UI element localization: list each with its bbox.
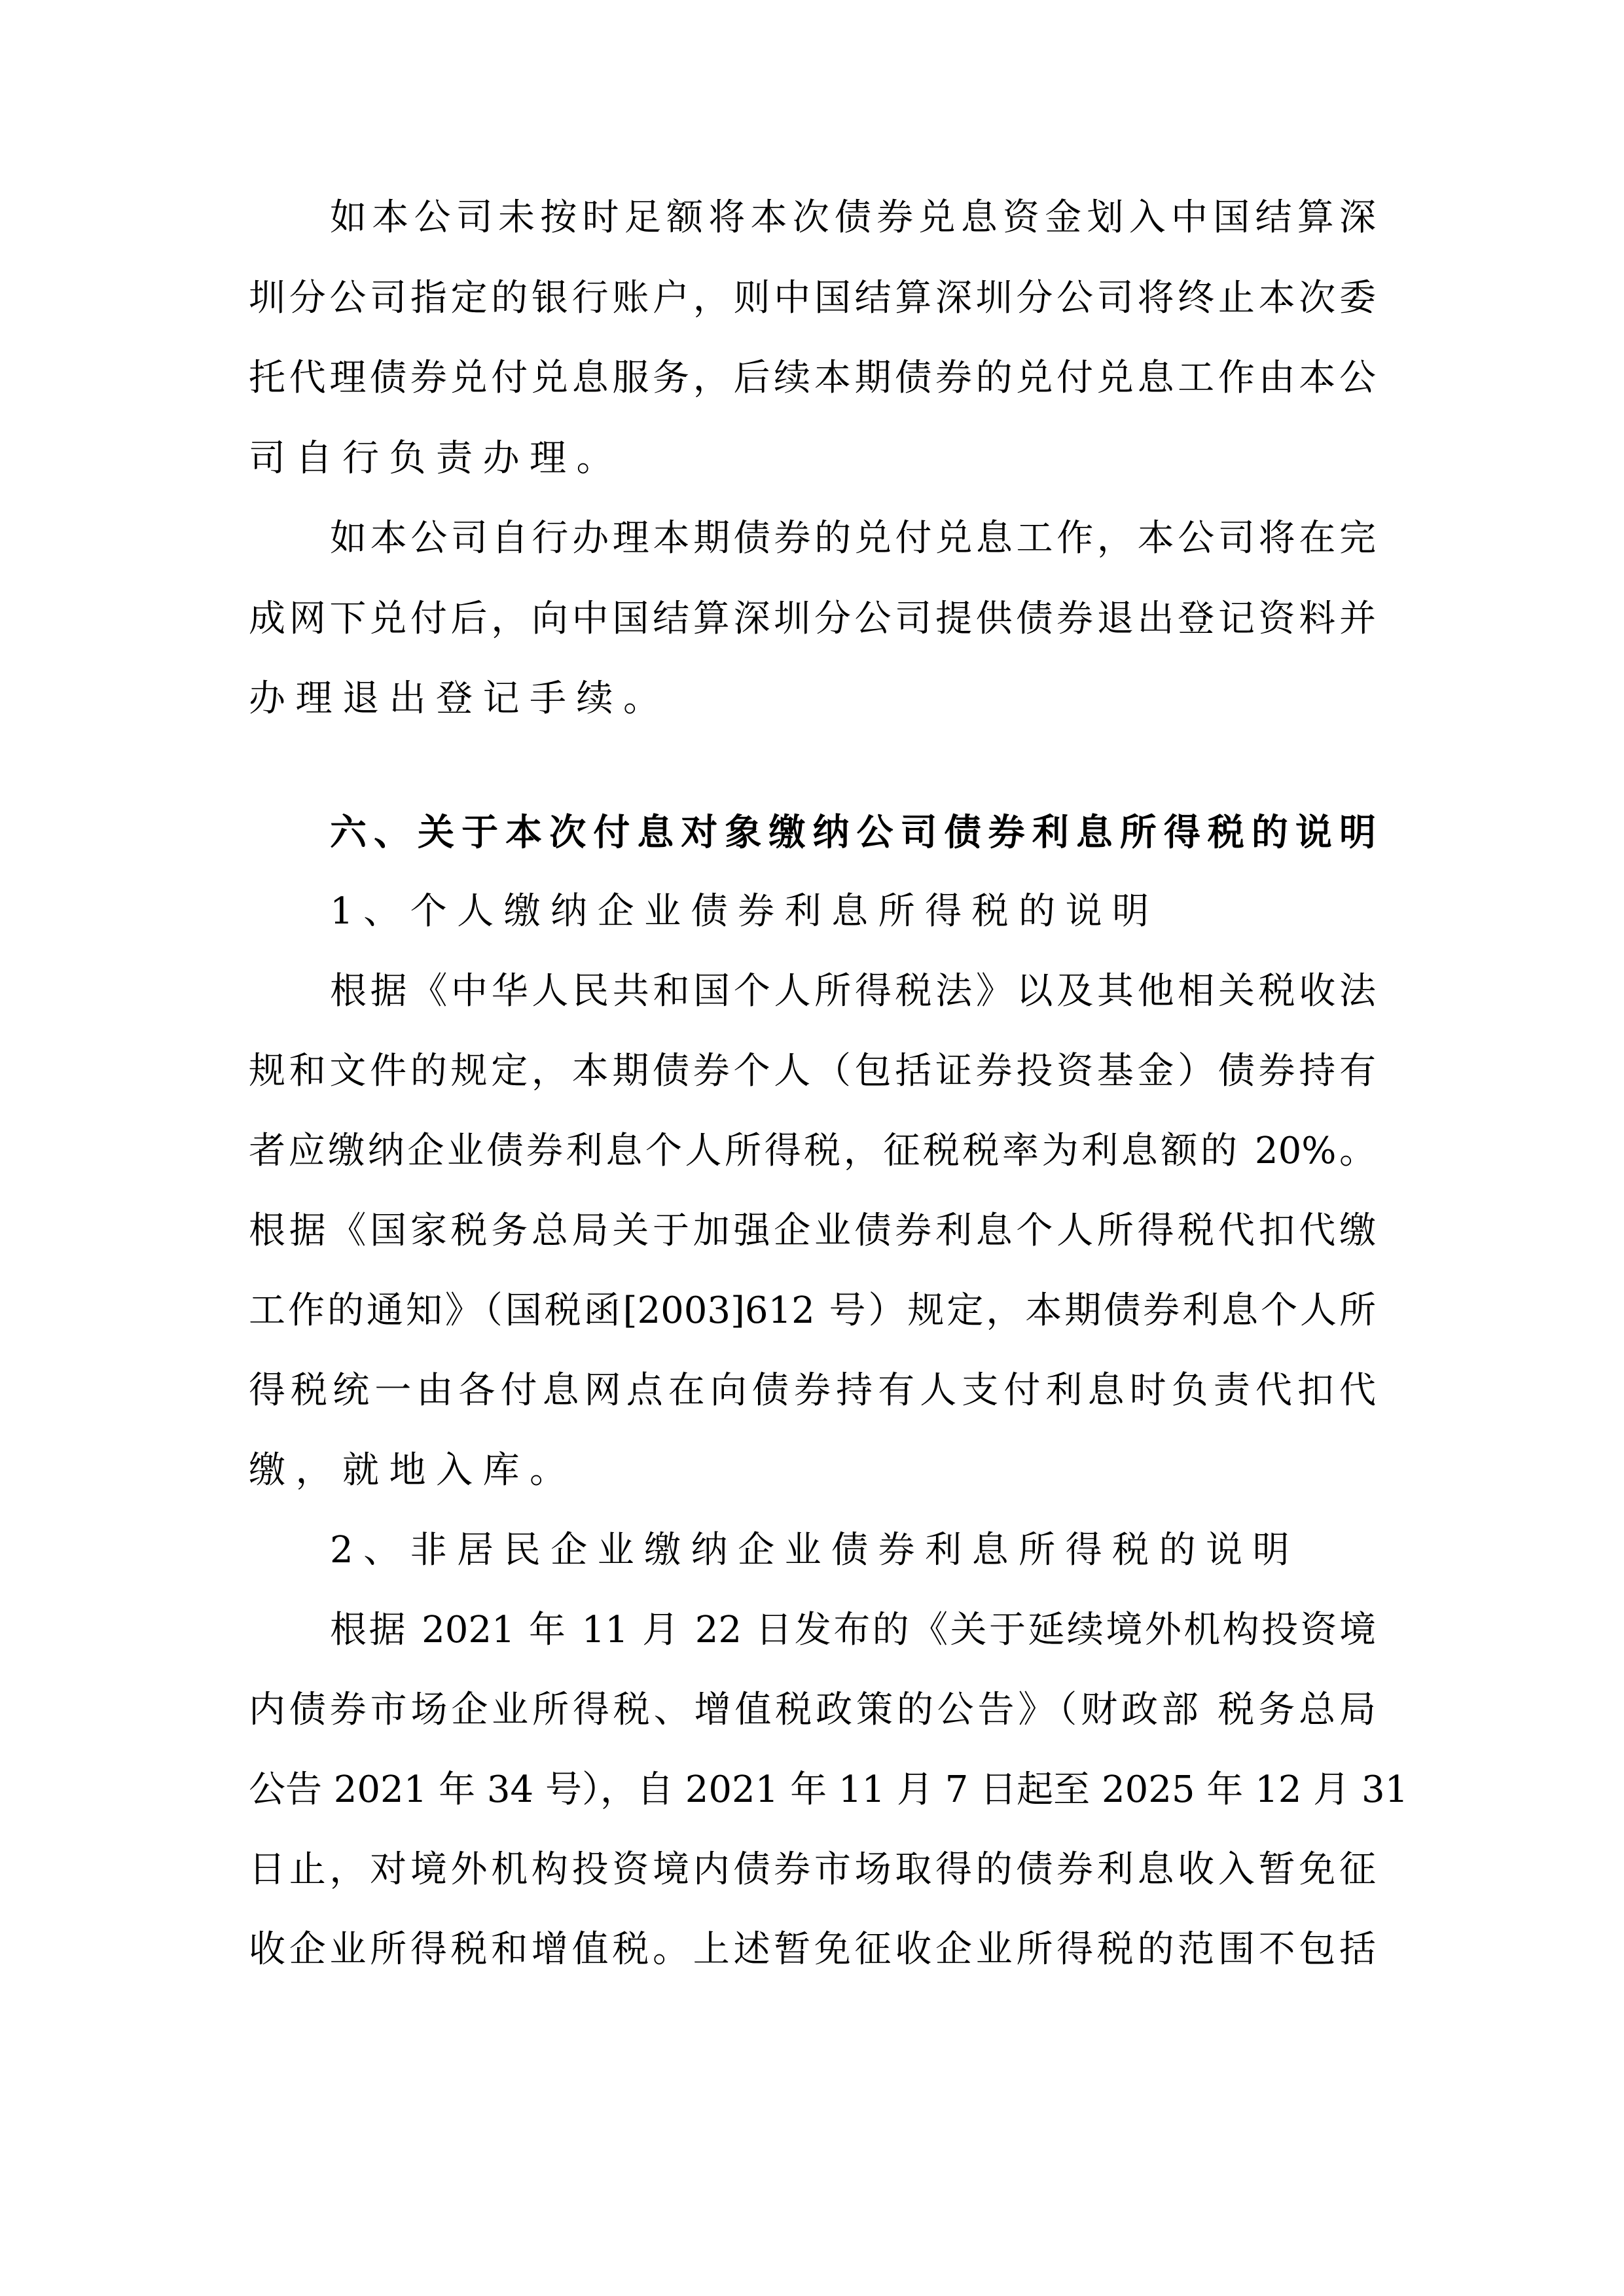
- subsection-2-line-1: 根据 2021 年 11 月 22 日发布的《关于延续境外机构投资境: [330, 1609, 1376, 1651]
- subsection-1-line-1: 根据《中华人民共和国个人所得税法》以及其他相关税收法: [330, 970, 1376, 1013]
- paragraph-1-line-4: 司自行负责办理。: [249, 437, 623, 480]
- paragraph-1-line-2: 圳分公司指定的银行账户，则中国结算深圳分公司将终止本次委: [249, 277, 1376, 319]
- document-page: [249, 0, 1409, 2296]
- paragraph-1-line-1: 如本公司未按时足额将本次债券兑息资金划入中国结算深: [330, 196, 1376, 239]
- paragraph-2-line-1: 如本公司自行办理本期债券的兑付兑息工作，本公司将在完: [330, 517, 1376, 560]
- subsection-1-line-6: 得税统一由各付息网点在向债券持有人支付利息时负责代扣代: [249, 1369, 1376, 1412]
- subsection-2-line-2: 内债券市场企业所得税、增值税政策的公告》（财政部 税务总局: [249, 1689, 1376, 1731]
- subsection-1-line-2: 规和文件的规定，本期债券个人（包括证券投资基金）债券持有: [249, 1050, 1376, 1092]
- subsection-1-line-4: 根据《国家税务总局关于加强企业债券利息个人所得税代扣代缴: [249, 1210, 1376, 1252]
- paragraph-2-line-3: 办理退出登记手续。: [249, 677, 670, 720]
- subsection-1-line-3: 者应缴纳企业债券利息个人所得税，征税税率为利息额的 20%。: [249, 1130, 1376, 1172]
- subsection-2-line-4: 日止，对境外机构投资境内债券市场取得的债券利息收入暂免征: [249, 1848, 1376, 1891]
- subsection-1-line-7: 缴，就地入库。: [249, 1449, 577, 1492]
- section-heading: 六、关于本次付息对象缴纳公司债券利息所得税的说明: [330, 811, 1376, 854]
- subsection-2-line-3: 公告 2021 年 34 号），自 2021 年 11 月 7 日起至 2025 年 12 月 31: [249, 1768, 1409, 1811]
- subsection-1-line-5: 工作的通知》（国税函[2003]612 号）规定，本期债券利息个人所: [249, 1289, 1376, 1332]
- paragraph-1-line-3: 托代理债券兑付兑息服务，后续本期债券的兑付兑息工作由本公: [249, 357, 1376, 399]
- subsection-2-line-5: 收企业所得税和增值税。上述暂免征收企业所得税的范围不包括: [249, 1928, 1376, 1971]
- paragraph-2-line-2: 成网下兑付后，向中国结算深圳分公司提供债券退出登记资料并: [249, 598, 1376, 640]
- subsection-2-title: 2、非居民企业缴纳企业债券利息所得税的说明: [330, 1529, 1300, 1571]
- subsection-1-title: 1、个人缴纳企业债券利息所得税的说明: [330, 890, 1159, 933]
